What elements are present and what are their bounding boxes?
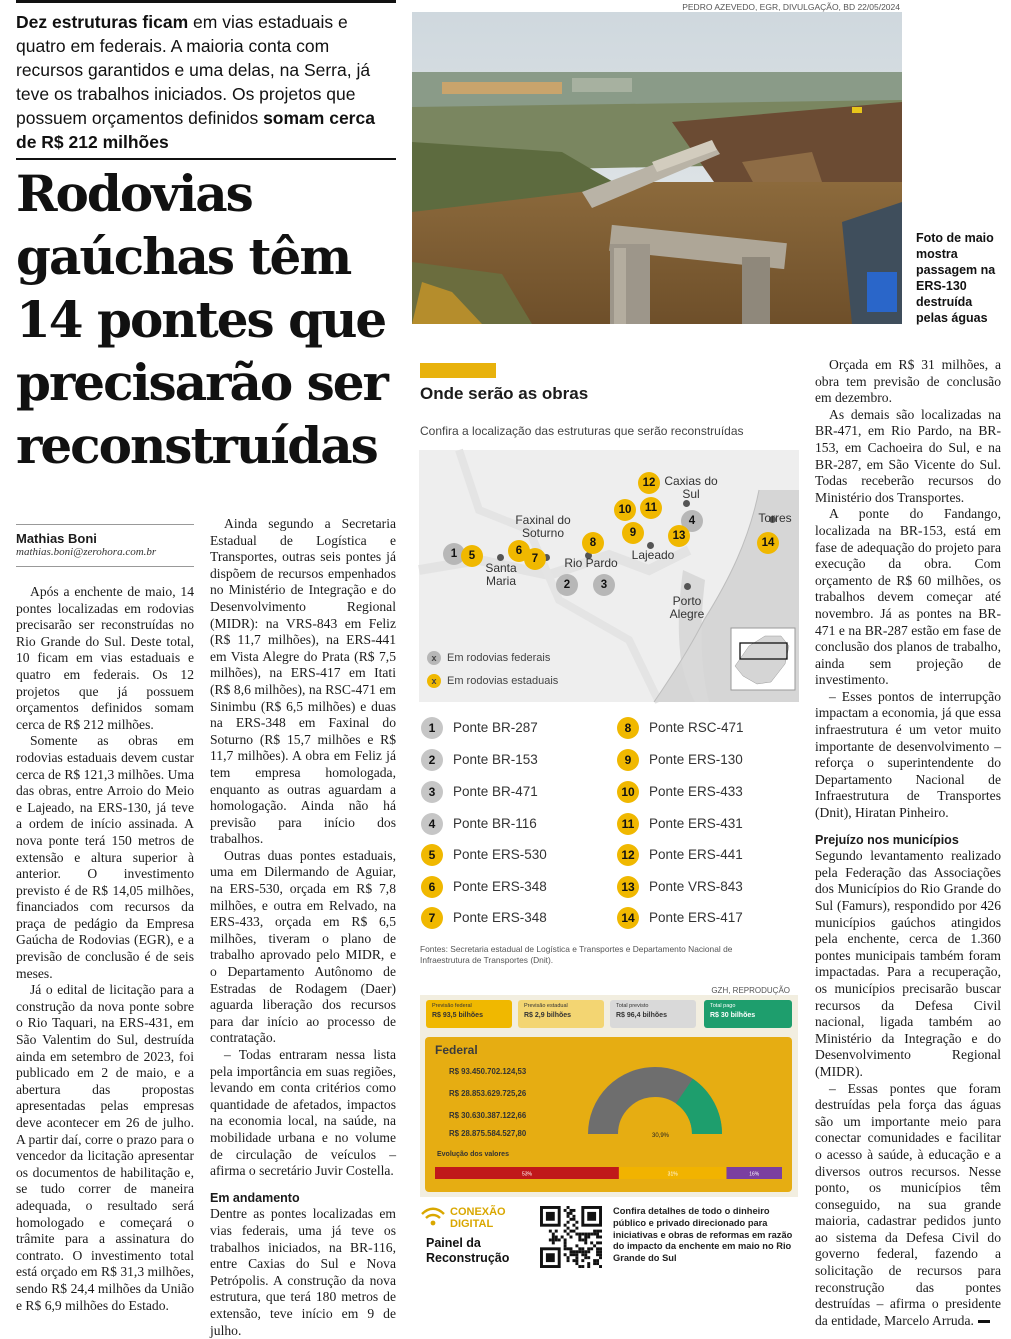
subhead-prejuizo: Prejuízo nos municípios xyxy=(815,832,959,847)
bridge-photo-illustration xyxy=(412,12,902,324)
map-pin-5[interactable]: 5 xyxy=(461,545,483,567)
qr-module xyxy=(572,1209,575,1212)
qr-module xyxy=(599,1241,602,1244)
photo-caption: Foto de maio mostra passagem na ERS-130 destruída pelas águas xyxy=(916,231,996,325)
qr-module xyxy=(578,1250,581,1253)
map-pin-4[interactable]: 4 xyxy=(681,510,703,532)
city-dot-porto-alegre xyxy=(684,583,691,590)
bridge-item-3: 3 Ponte BR-471 xyxy=(421,780,538,806)
paragraph: – Esses pontos de interrupção impactam a economia, já que essa infraestrutura é um vetor muito importante de desenvolvimento – reforça o superintendente do Departamento Nacional de Infraestrutura de Transportes (Dnit), Hiratan Pinheiro. xyxy=(815,688,1001,821)
city-label-faxinal: Faxinal do Soturno xyxy=(515,513,571,540)
map-pin-3[interactable]: 3 xyxy=(593,574,615,596)
legend-federal: x Em rodovias federais xyxy=(427,651,550,665)
qr-module xyxy=(570,1236,573,1239)
bridge-item-14: 14 Ponte ERS-417 xyxy=(617,906,743,932)
qr-module xyxy=(552,1233,555,1236)
qr-module xyxy=(552,1236,555,1239)
qr-module xyxy=(567,1256,570,1259)
qr-module xyxy=(599,1247,602,1250)
qr-module xyxy=(575,1233,578,1236)
deck-lead: Dez estruturas ficam xyxy=(16,12,189,32)
map-title: Onde serão as obras xyxy=(420,384,589,403)
qr-module xyxy=(572,1215,575,1218)
qr-module xyxy=(567,1227,570,1230)
stacked-bar xyxy=(435,1167,782,1179)
end-mark xyxy=(978,1320,990,1323)
qr-module xyxy=(567,1212,570,1215)
card-previsao-federal: Previsão federal R$ 93,5 bilhões xyxy=(426,1000,512,1028)
qr-module xyxy=(572,1259,575,1262)
qr-module xyxy=(581,1259,584,1262)
reconstruction-panel-screenshot xyxy=(420,995,798,1197)
qr-module xyxy=(587,1256,590,1259)
qr-module xyxy=(564,1253,567,1256)
paragraph: Orçada em R$ 31 milhões, a obra tem previsão de conclusão em dezembro. xyxy=(815,357,1001,406)
bar-segment-label-3: 16% xyxy=(749,1171,760,1178)
city-label-rio-pardo: Rio Pardo xyxy=(564,556,618,570)
qr-module xyxy=(561,1236,564,1239)
qr-module xyxy=(572,1253,575,1256)
federal-value-2: R$ 28.853.629.725,26 xyxy=(449,1089,527,1098)
card-total-pago: Total pago R$ 30 bilhões xyxy=(704,1000,792,1028)
author-email[interactable]: mathias.boni@zerohora.com.br xyxy=(16,546,194,567)
map-pin-6[interactable]: 6 xyxy=(508,540,530,562)
qr-module xyxy=(587,1233,590,1236)
qr-module xyxy=(578,1236,581,1239)
qr-module xyxy=(590,1241,593,1244)
city-dot-santa-maria xyxy=(497,554,504,561)
qr-module xyxy=(575,1244,578,1247)
qr-module xyxy=(564,1230,567,1233)
qr-module xyxy=(570,1247,573,1250)
city-label-lajeado: Lajeado xyxy=(631,548,675,562)
qr-module xyxy=(593,1262,596,1265)
valores-label: Evolução dos valores xyxy=(437,1151,509,1158)
qr-module xyxy=(581,1265,584,1268)
summary-deck xyxy=(16,10,396,160)
qr-module xyxy=(596,1250,599,1253)
body-column-3 xyxy=(815,357,1001,1329)
city-label-porto-alegre: Porto Alegre xyxy=(669,594,705,621)
bridge-item-12: 12 Ponte ERS-441 xyxy=(617,843,743,869)
bridge-item-11: 11 Ponte ERS-431 xyxy=(617,812,743,838)
qr-module xyxy=(581,1253,584,1256)
paragraph: A ponte do Fandango, localizada na BR-153, está em fase de adequação do projeto para execução da obra. Com orçamento de R$ 60 milhões, os trabalhos devem começar até novembro. Já as pontes na BR-471 e na BR-287 estão em fase de conclusão dos planos de trabalho, ainda sem projeção de investimento. xyxy=(815,506,1001,688)
qr-module xyxy=(549,1230,552,1233)
paragraph: Dentre as pontes localizadas em vias federais, uma já teve os trabalhos iniciados, na BR-116, entre Caxias do Sul e Nova Petrópolis. A construção da nova estrutura, que terá 180 metros de extensão, teve início em 9 de julho. xyxy=(210,1206,396,1338)
qr-module xyxy=(584,1253,587,1256)
qr-code[interactable] xyxy=(540,1206,602,1268)
qr-module xyxy=(570,1209,573,1212)
paragraph: Segundo levantamento realizado pela Federação das Associações dos Municípios do Rio Grande do Sul (Famurs), respondido por 426 municípios gaúchos atingidos pela enchente, cerca de 1.360 pontes municipais também foram impactadas. Para a recuperação, os municípios precisarão buscar recursos da Defesa Civil nacional, ligada também ao Ministério da Integração e do Desenvolvimento Regional (MIDR). xyxy=(815,848,1001,1079)
map-pin-14[interactable]: 14 xyxy=(757,532,779,554)
map-pin-10[interactable]: 10 xyxy=(614,499,636,521)
wifi-icon xyxy=(420,1206,446,1228)
map-pin-2[interactable]: 2 xyxy=(556,574,578,596)
qr-module xyxy=(572,1224,575,1227)
qr-module xyxy=(564,1209,567,1212)
federal-box xyxy=(425,1037,792,1192)
qr-module xyxy=(599,1265,602,1268)
qr-module xyxy=(555,1236,558,1239)
bridge-item-2: 2 Ponte BR-153 xyxy=(421,748,538,774)
federal-value-4: R$ 28.875.584.527,80 xyxy=(449,1129,527,1138)
paragraph: Já o edital de licitação para a construção da nova ponte sobre o Rio Taquari, na ERS-431, em São Valentim do Sul, destruída ainda em setembro de 2023, foi publicado em 2 de maio, e a abertura das propostas apresentadas pelas empresas deve acontecer em 26 de julho. A partir daí, corre o prazo para o vencedor da licitação apresentar os documentos de habilitação e, se tudo correr de maneira adequada, o resultado será homologado e começará o trâmite para a assinatura do contrato. O investimento total está orçado em R$ 31,3 milhões, sendo R$ 24,4 milhões da União e R$ 6,9 milhões do Estado. xyxy=(16,982,194,1313)
card-total-previsto: Total previsto R$ 96,4 bilhões xyxy=(610,1000,696,1028)
map-pin-1[interactable]: 1 xyxy=(443,543,465,565)
paragraph: Outras duas pontes estaduais, uma em Dilermando de Aguiar, na ERS-530, orçada em R$ 7,8 milhões, e outra em Relvado, na ERS-433, orçada em R$ 6,5 milhões, tiveram o plano de trabalho aprovado pelo MIDR, e o Departamento Autônomo de Estradas de Rodagem (Daer) aguarda liberação dos recursos para dar início ao processo de contratação. xyxy=(210,847,396,1046)
qr-module xyxy=(564,1224,567,1227)
qr-module xyxy=(575,1259,578,1262)
bar-segment-label-2: 31% xyxy=(667,1171,678,1178)
qr-module xyxy=(596,1230,599,1233)
qr-finder xyxy=(546,1253,555,1262)
photo-credit: PEDRO AZEVEDO, EGR, DIVULGAÇÃO, BD 22/05/2024 xyxy=(682,2,900,12)
qr-module xyxy=(599,1230,602,1233)
qr-module xyxy=(578,1233,581,1236)
qr-module xyxy=(575,1262,578,1265)
federal-title: Federal xyxy=(435,1043,478,1057)
bridge-item-6: 6 Ponte ERS-348 xyxy=(421,875,547,901)
qr-module xyxy=(593,1233,596,1236)
photo-destroyed-bridge xyxy=(412,12,902,324)
qr-module xyxy=(564,1241,567,1244)
qr-module xyxy=(558,1238,561,1241)
qr-module xyxy=(575,1227,578,1230)
qr-module xyxy=(555,1238,558,1241)
sources-note: Fontes: Secretaria estadual de Logística e Transportes e Departamento Nacional de Infraestrutura de Transportes (Dnit). xyxy=(420,944,733,965)
bridge-item-8: 8 Ponte RSC-471 xyxy=(617,716,744,742)
qr-module xyxy=(584,1236,587,1239)
qr-module xyxy=(575,1256,578,1259)
qr-module xyxy=(596,1247,599,1250)
qr-module xyxy=(596,1262,599,1265)
paragraph: Ainda segundo a Secretaria Estadual de Logística e Transportes, outras seis pontes já dispõem de recursos empenhados no Ministério de Integração e do Desenvolvimento Regional (MIDR): na VRS-843 em Feliz (R$ 11,7 milhões), na ERS-441 em Vista Alegre do Prata (R$ 7,5 milhões), na ERS-417 em Itati (R$ 8,6 milhões), na RSC-471 em Sinimbu (R$ 6,5 milhões) e duas na ERS-348 em Faxinal do Soturno (R$ 15,7 milhões e R$ 11,7 milhões). A obra em Feliz já tem empresa homologada, enquanto as outras aguardam a homologação. Ainda não há previsão para início dos trabalhos. xyxy=(210,516,396,847)
qr-module xyxy=(599,1256,602,1259)
qr-module xyxy=(593,1230,596,1233)
qr-module xyxy=(567,1206,570,1209)
bridge-item-13: 13 Ponte VRS-843 xyxy=(617,875,743,901)
qr-module xyxy=(564,1238,567,1241)
qr-module xyxy=(581,1233,584,1236)
city-label-torres: Torres xyxy=(758,511,792,525)
bridge-item-4: 4 Ponte BR-116 xyxy=(421,812,537,838)
qr-module xyxy=(567,1259,570,1262)
qr-module xyxy=(581,1247,584,1250)
paragraph: As demais são localizadas na BR-471, em Rio Pardo, na BR-153, em Cachoeira do Sul, e na BR-287, em São Vicente do Sul. Todas receberão recursos do Ministério dos Transportes. xyxy=(815,406,1001,505)
qr-module xyxy=(552,1238,555,1241)
qr-module xyxy=(555,1230,558,1233)
qr-module xyxy=(570,1250,573,1253)
bridge-item-10: 10 Ponte ERS-433 xyxy=(617,780,743,806)
paragraph: – Todas entraram nessa lista pela importância em suas regiões, levando em conta critérios como quantidade de afetados, impactos na economia local, na saúde, na mobilidade urbana e no volume de circulação de veículos – afirma o secretário Juvir Costella. xyxy=(210,1047,396,1179)
bridge-item-5: 5 Ponte ERS-530 xyxy=(421,843,547,869)
qr-module xyxy=(584,1256,587,1259)
qr-module xyxy=(567,1221,570,1224)
qr-module xyxy=(587,1262,590,1265)
qr-module xyxy=(599,1253,602,1256)
headline: Rodovias gaúchas têm 14 pontes que precisarão ser reconstruídas xyxy=(16,164,387,475)
qr-module xyxy=(578,1247,581,1250)
body-column-1 xyxy=(16,584,194,1314)
qr-module xyxy=(570,1230,573,1233)
paragraph: Somente as obras em rodovias estaduais devem custar cerca de R$ 121,3 milhões. Uma das obras, entre Arroio do Meio e Lajeado, na ERS-130, já teve a ordem de início assinada. A nova ponte terá 150 metros de extensão e altura superior à anterior. O investimento previsto é de R$ 14,05 milhões, financiados com recursos da praça de pedágio da Empresa Gaúcha de Rodovias (EGR), e a previsão de conclusão é de seis meses. xyxy=(16,733,194,981)
qr-module xyxy=(596,1236,599,1239)
qr-module xyxy=(570,1253,573,1256)
section-tag-bar xyxy=(420,363,496,378)
map-pin-8[interactable]: 8 xyxy=(582,532,604,554)
qr-module xyxy=(564,1244,567,1247)
byline xyxy=(16,524,194,567)
deck-tail: somam cerca de R$ 212 milhões xyxy=(16,108,375,152)
qr-description: Confira detalhes de todo o dinheiro público e privado direcionado para iniciativas e obras de reformas em razão do impacto da enchente em maio no Rio Grande do Sul xyxy=(613,1206,793,1264)
legend-federal-swatch: x xyxy=(427,651,441,665)
qr-module xyxy=(593,1244,596,1247)
qr-module xyxy=(587,1250,590,1253)
body-column-2 xyxy=(210,516,396,1339)
bar-segment-label-1: 53% xyxy=(521,1171,532,1178)
conexao-brand: CONEXÃO DIGITAL xyxy=(450,1206,506,1230)
qr-module xyxy=(587,1236,590,1239)
reproduction-credit: GZH, REPRODUÇÃO xyxy=(711,986,790,995)
qr-finder xyxy=(546,1212,555,1221)
qr-module xyxy=(593,1259,596,1262)
bridge-item-7: 7 Ponte ERS-348 xyxy=(421,906,547,932)
qr-module xyxy=(590,1233,593,1236)
city-dot-caxias xyxy=(683,500,690,507)
qr-finder xyxy=(587,1212,596,1221)
gauge-value-arc xyxy=(684,1091,707,1134)
qr-module xyxy=(572,1250,575,1253)
qr-module xyxy=(596,1259,599,1262)
qr-module xyxy=(575,1250,578,1253)
map-pin-12[interactable]: 12 xyxy=(638,472,660,494)
qr-module xyxy=(596,1253,599,1256)
map-pin-7[interactable]: 7 xyxy=(524,548,546,570)
gauge-percent-label: 30,9% xyxy=(652,1133,670,1139)
paragraph: Após a enchente de maio, 14 pontes localizadas em rodovias precisarão ser reconstruídas no Rio Grande do Sul. Deste total, 10 ficam em vias estaduais e quatro em federais. Os 12 projetos que já possuem orçamentos definidos somam cerca de R$ 212 milhões. xyxy=(16,584,194,732)
qr-module xyxy=(564,1247,567,1250)
subhead-em-andamento: Em andamento xyxy=(210,1190,300,1205)
qr-module xyxy=(572,1218,575,1221)
qr-module xyxy=(584,1233,587,1236)
qr-module xyxy=(581,1250,584,1253)
map-pin-13[interactable]: 13 xyxy=(668,525,690,547)
qr-module xyxy=(575,1253,578,1256)
qr-module xyxy=(599,1236,602,1239)
qr-module xyxy=(587,1247,590,1250)
qr-module xyxy=(584,1250,587,1253)
map-pin-9[interactable]: 9 xyxy=(622,522,644,544)
city-label-santa-maria: Santa Maria xyxy=(485,561,517,588)
legend-estadual: x Em rodovias estaduais xyxy=(427,674,558,688)
qr-module xyxy=(581,1238,584,1241)
qr-module xyxy=(587,1265,590,1268)
qr-module xyxy=(599,1250,602,1253)
conexao-digital xyxy=(420,1206,536,1266)
qr-module xyxy=(578,1265,581,1268)
federal-value-3: R$ 30.630.387.122,66 xyxy=(449,1111,527,1120)
paragraph: – Essas pontes que foram destruídas pela força das águas são um importante meio para conectar comunidades e facilitar o acesso à saúde, à educação e a diversos outros recursos. Nesse ponto, os municípios têm conseguido, na sua grande maioria, cadastrar pedidos junto ao sistema da Defesa Civil do governo federal, fazendo a solicitação de recursos para reconstrução das pontes destruídas – afirma o presidente da entidade, Marcelo Arruda. xyxy=(815,1080,1001,1328)
top-rule xyxy=(16,0,396,3)
qr-module xyxy=(567,1215,570,1218)
qr-module xyxy=(570,1218,573,1221)
bridge-item-9: 9 Ponte ERS-130 xyxy=(617,748,743,774)
qr-module xyxy=(590,1247,593,1250)
city-label-caxias: Caxias do Sul xyxy=(664,474,718,501)
qr-module xyxy=(567,1233,570,1236)
qr-module xyxy=(575,1221,578,1224)
qr-module xyxy=(570,1212,573,1215)
deck-text: em vias estaduais e quatro em federais. A maioria conta com recursos garantidos e uma delas, na Serra, já teve os trabalhos iniciados. Os projetos que possuem orçamentos definidos xyxy=(16,12,371,128)
bridges-map xyxy=(419,450,799,702)
qr-module xyxy=(584,1241,587,1244)
federal-value-1: R$ 93.450.702.124,53 xyxy=(449,1067,527,1076)
qr-module xyxy=(572,1230,575,1233)
map-pin-11[interactable]: 11 xyxy=(640,497,662,519)
card-previsao-estadual: Previsão estadual R$ 2,9 bilhões xyxy=(518,1000,604,1028)
qr-module xyxy=(596,1241,599,1244)
qr-module xyxy=(584,1238,587,1241)
author-name: Mathias Boni xyxy=(16,531,97,546)
qr-module xyxy=(578,1238,581,1241)
qr-module xyxy=(596,1233,599,1236)
qr-module xyxy=(549,1238,552,1241)
qr-module xyxy=(552,1241,555,1244)
map-subtitle: Confira a localização das estruturas que serão reconstruídas xyxy=(420,424,744,438)
legend-estadual-swatch: x xyxy=(427,674,441,688)
qr-module xyxy=(567,1247,570,1250)
painel-label: Painel da Reconstrução xyxy=(426,1236,510,1265)
bridge-item-1: 1 Ponte BR-287 xyxy=(421,716,538,742)
